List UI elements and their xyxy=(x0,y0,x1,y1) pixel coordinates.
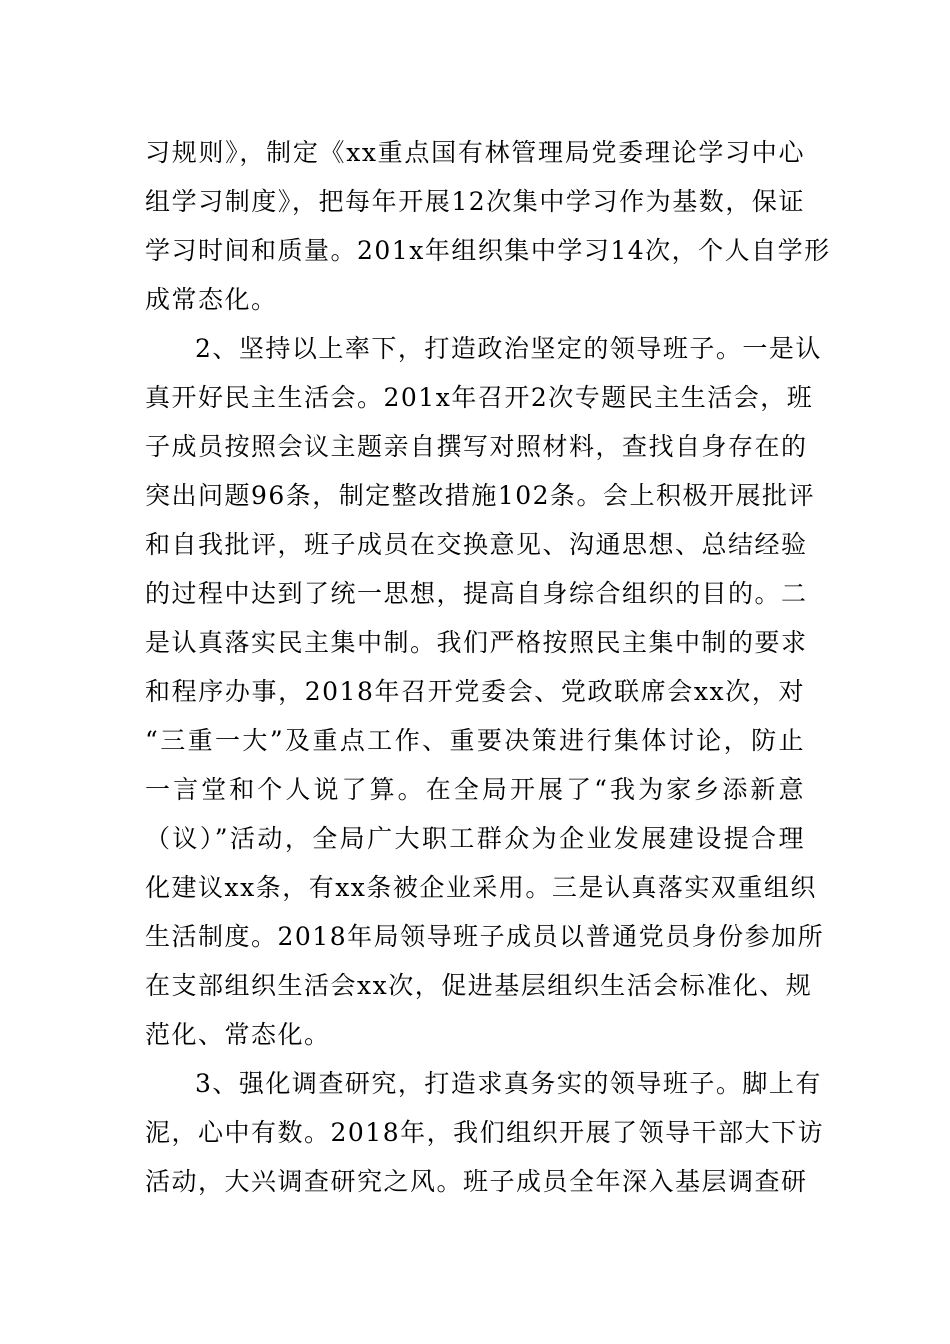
text-line: 泥，心中有数。2018年，我们组织开展了领导干部大下访 xyxy=(145,1118,825,1147)
text-line: 和自我批评，班子成员在交换意见、沟通思想、总结经验 xyxy=(145,530,808,559)
text-line: 范化、常态化。 xyxy=(145,1020,331,1049)
text-line: 是认真落实民主集中制。我们严格按照民主集中制的要求 xyxy=(145,628,808,657)
paragraph-2-first-line: 2、坚持以上率下，打造政治坚定的领导班子。一是认 xyxy=(195,334,822,363)
text-line: 习规则》，制定《xx重点国有林管理局党委理论学习中心 xyxy=(145,138,805,167)
text-line: 在支部组织生活会xx次，促进基层组织生活会标准化、规 xyxy=(145,971,813,1000)
text-line: 突出问题96条，制定整改措施102条。会上积极开展批评 xyxy=(145,481,816,510)
body-text xyxy=(145,128,831,1206)
text-line: 学习时间和质量。201x年组织集中学习14次，个人自学形 xyxy=(145,236,831,265)
text-line: 成常态化。 xyxy=(145,285,278,314)
paragraph-3-first-line: 3、强化调查研究，打造求真务实的领导班子。脚上有 xyxy=(195,1069,822,1098)
text-line: “三重一大”及重点工作、重要决策进行集体讨论，防止 xyxy=(145,726,805,755)
text-line: 一言堂和个人说了算。在全局开展了“我为家乡添新意 xyxy=(145,775,805,804)
text-line: （议）”活动，全局广大职工群众为企业发展建设提合理 xyxy=(145,824,805,853)
text-line: 组学习制度》，把每年开展12次集中学习作为基数，保证 xyxy=(145,187,805,216)
text-line: 的过程中达到了统一思想，提高自身综合组织的目的。二 xyxy=(145,579,808,608)
text-line: 活动，大兴调查研究之风。班子成员全年深入基层调查研 xyxy=(145,1167,808,1196)
text-line: 子成员按照会议主题亲自撰写对照材料，查找自身存在的 xyxy=(145,432,808,461)
text-line: 真开好民主生活会。201x年召开2次专题民主生活会，班 xyxy=(145,383,814,412)
text-line: 生活制度。2018年局领导班子成员以普通党员身份参加所 xyxy=(145,922,825,951)
text-line: 化建议xx条，有xx条被企业采用。三是认真落实双重组织 xyxy=(145,873,817,902)
text-line: 和程序办事，2018年召开党委会、党政联席会xx次，对 xyxy=(145,677,805,706)
